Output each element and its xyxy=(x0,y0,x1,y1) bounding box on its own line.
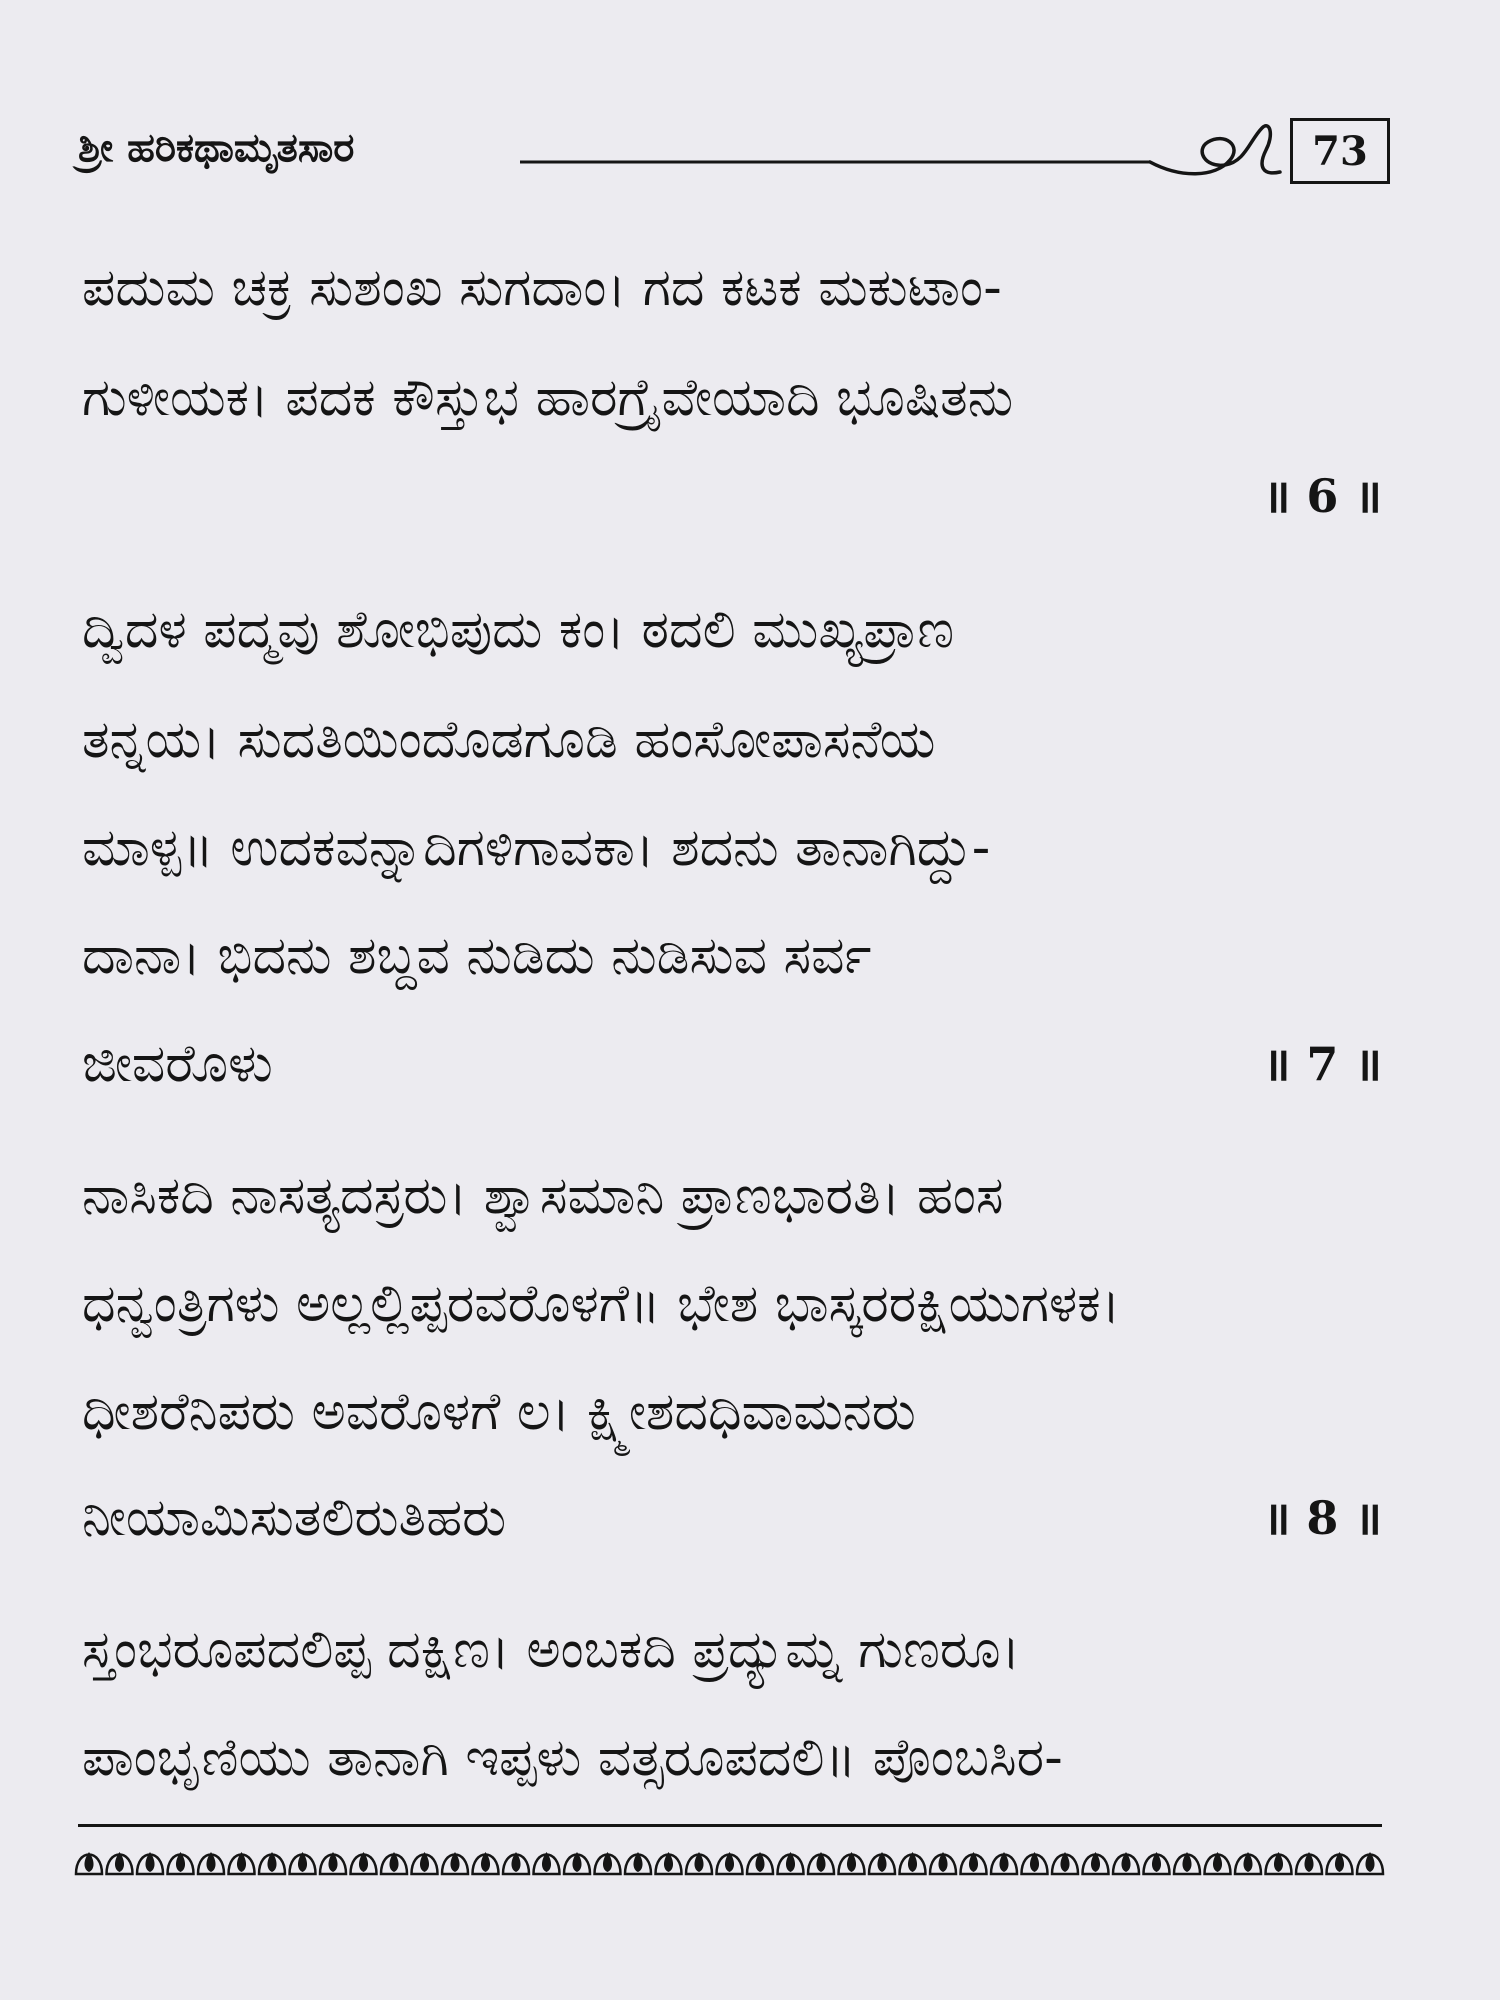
ornament-motif xyxy=(1357,1852,1383,1874)
ornament-motif xyxy=(168,1852,194,1874)
ornament-motif xyxy=(564,1852,590,1874)
footer-ornament-border xyxy=(74,1838,1386,1888)
ornament-motif xyxy=(900,1852,926,1874)
ornament-motif xyxy=(412,1852,438,1874)
text-line: ಪದುಮ ಚಕ್ರ ಸುಶಂಖ ಸುಗದಾಂ। ಗದ ಕಟಕ ಮಕುಟಾಂ- xyxy=(82,258,1002,318)
ornament-motif xyxy=(1052,1852,1078,1874)
ornament-motif xyxy=(1174,1852,1200,1874)
ornament-motif xyxy=(961,1852,987,1874)
ornament-motif xyxy=(1205,1852,1231,1874)
ornament-motif xyxy=(686,1852,712,1874)
ornament-motif xyxy=(595,1852,621,1874)
text-line: ಜೀವರೊಳು xyxy=(82,1034,273,1094)
ornament-motif xyxy=(320,1852,346,1874)
ornament-motif xyxy=(1296,1852,1322,1874)
ornament-motif xyxy=(351,1852,377,1874)
verse-number: ॥ 8 ॥ xyxy=(1262,1491,1382,1545)
ornament-motif xyxy=(76,1852,102,1874)
ornament-motif xyxy=(869,1852,895,1874)
footer-rule xyxy=(78,1824,1382,1827)
ornament-motif xyxy=(1113,1852,1139,1874)
text-line: ಸ್ತಂಭರೂಪದಲಿಪ್ಪ ದಕ್ಷಿಣ। ಅಂಬಕದಿ ಪ್ರದ್ಯುಮ್ನ ಗುಣರೂ। xyxy=(82,1620,1021,1680)
ornament-motif xyxy=(991,1852,1017,1874)
text-line: ದ್ವಿದಳ ಪದ್ಮವು ಶೋಭಿಪುದು ಕಂ। ಠದಲಿ ಮುಖ್ಯಪ್ರಾಣ xyxy=(82,600,955,660)
ornament-motif xyxy=(381,1852,407,1874)
ornament-motif xyxy=(1144,1852,1170,1874)
ornament-motif xyxy=(1022,1852,1048,1874)
text-line: ಪಾಂಭೃಣಿಯು ತಾನಾಗಿ ಇಪ್ಪಳು ವತ್ಸರೂಪದಲಿ॥ ಪೊಂಬಸಿರ- xyxy=(82,1728,1063,1788)
ornament-motif xyxy=(808,1852,834,1874)
text-line: ಧೀಶರೆನಿಪರು ಅವರೊಳಗೆ ಲ। ಕ್ಷ್ಮೀಶದಧಿವಾಮನರು xyxy=(82,1382,916,1442)
ornament-motif xyxy=(656,1852,682,1874)
ornament-motif xyxy=(717,1852,743,1874)
text-line: ಗುಳೀಯಕ। ಪದಕ ಕೌಸ್ತುಭ ಹಾರಗ್ರೈವೇಯಾದಿ ಭೂಷಿತನು xyxy=(82,368,1014,428)
text-line: ದಾನಾ। ಭಿದನು ಶಬ್ದವ ನುಡಿದು ನುಡಿಸುವ ಸರ್ವ xyxy=(82,926,872,986)
ornament-motif xyxy=(137,1852,163,1874)
text-line: ನಾಸಿಕದಿ ನಾಸತ್ಯದಸ್ರರು। ಶ್ವಾಸಮಾನಿ ಪ್ರಾಣಭಾರತಿ। ಹಂಸ xyxy=(82,1166,1004,1226)
text-line: ಧನ್ವಂತ್ರಿಗಳು ಅಲ್ಲಲ್ಲಿಪ್ಪರವರೊಳಗೆ॥ ಭೇಶ ಭಾಸ್ಕರರಕ್ಷಿಯುಗಳಕ। xyxy=(82,1274,1121,1334)
ornament-motif xyxy=(229,1852,255,1874)
ornament-motif xyxy=(1235,1852,1261,1874)
ornament-motif xyxy=(778,1852,804,1874)
ornament-motif xyxy=(534,1852,560,1874)
ornament-motif xyxy=(930,1852,956,1874)
ornament-motif xyxy=(198,1852,224,1874)
ornament-motif xyxy=(1083,1852,1109,1874)
ornament-motif xyxy=(839,1852,865,1874)
verse-number: ॥ 7 ॥ xyxy=(1262,1037,1382,1091)
ornament-motif xyxy=(107,1852,133,1874)
running-title: ಶ್ರೀ ಹರಿಕಥಾಮೃತಸಾರ xyxy=(78,125,355,171)
text-line: ನೀಯಾಮಿಸುತಲಿರುತಿಹರು xyxy=(82,1488,507,1548)
verse-number: ॥ 6 ॥ xyxy=(1262,469,1382,523)
ornament-motif xyxy=(259,1852,285,1874)
ornament-motif xyxy=(1327,1852,1353,1874)
ornament-motif xyxy=(503,1852,529,1874)
ornament-motif xyxy=(1266,1852,1292,1874)
text-line: ತನ್ನಯ। ಸುದತಿಯಿಂದೊಡಗೂಡಿ ಹಂಸೋಪಾಸನೆಯ xyxy=(82,710,936,770)
ornament-motif xyxy=(442,1852,468,1874)
ornament-motif xyxy=(747,1852,773,1874)
page-number: 73 xyxy=(1290,118,1390,184)
ornament-motif xyxy=(473,1852,499,1874)
ornament-motif xyxy=(290,1852,316,1874)
text-line: ಮಾಳ್ಪ॥ ಉದಕವನ್ನಾದಿಗಳಿಗಾವಕಾ। ಶದನು ತಾನಾಗಿದ್ದು- xyxy=(82,818,991,878)
ornament-motif xyxy=(625,1852,651,1874)
